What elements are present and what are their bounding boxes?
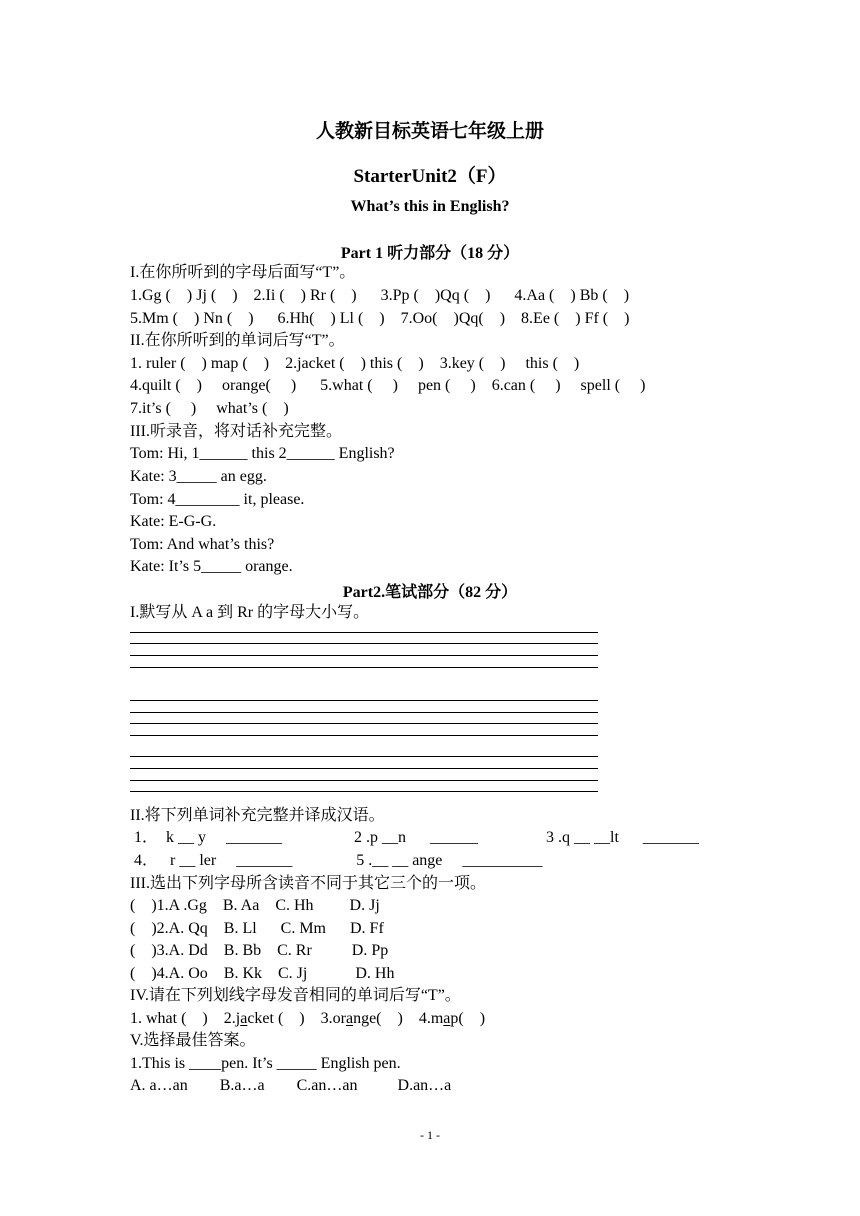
part1-line: Kate: 3_____ an egg. — [130, 468, 267, 485]
part2-line: V.选择最佳答案。 — [130, 1032, 256, 1049]
row-text: 1. what ( ) 2.j — [130, 1010, 241, 1027]
writing-line — [130, 791, 598, 792]
writing-line — [130, 735, 598, 736]
row-text: cket ( ) 3.or — [247, 1010, 346, 1027]
part1-line: Tom: And what’s this? — [130, 536, 275, 553]
unit-subtitle: StarterUnit2（F） — [353, 166, 507, 187]
part1-line: Kate: It’s 5_____ orange. — [130, 558, 293, 575]
writing-line — [130, 756, 598, 757]
part1-line: I.在你所听到的字母后面写“T”。 — [130, 264, 356, 281]
part1-line: Tom: Hi, 1______ this 2______ English? — [130, 445, 395, 462]
writing-line — [130, 655, 598, 656]
part2-line: ( )1.A .Gg B. Aa C. Hh D. Jj — [130, 897, 380, 914]
writing-line — [130, 700, 598, 701]
part2-line: 1． k __ y _______ 2 .p __n ______ 3 .q __ __lt _______ — [130, 829, 699, 846]
writing-line — [130, 712, 598, 713]
part2-line: A. a…an B.a…a C.an…an D.an…a — [130, 1077, 452, 1094]
part2-line: III.选出下列字母所含读音不同于其它三个的一项。 — [130, 875, 486, 892]
part1-line: II.在你所听到的单词后写“T”。 — [130, 332, 345, 349]
part2-line: 1.This is ____pen. It’s _____ English pen. — [130, 1055, 401, 1072]
writing-line — [130, 643, 598, 644]
part2-line: II.将下列单词补充完整并译成汉语。 — [130, 807, 385, 824]
writing-line — [130, 632, 598, 633]
part2-line: ( )3.A. Dd B. Bb C. Rr D. Pp — [130, 942, 389, 959]
underlined-letter: a — [345, 1010, 354, 1027]
lesson-heading: What’s this in English? — [350, 198, 510, 215]
part2-title: Part2.笔试部分（82 分） — [342, 584, 518, 601]
underlined-letter: a — [240, 1010, 248, 1027]
part1-line: 1.Gg ( ) Jj ( ) 2.Ii ( ) Rr ( ) 3.Pp ( )Qq ( ) 4.Aa ( ) Bb ( ) — [130, 287, 630, 304]
part1-line: 1. ruler ( ) map ( ) 2.jacket ( ) this ( ) 3.key ( ) this ( ) — [130, 355, 580, 372]
underlined-letter: a — [443, 1010, 451, 1027]
part1-line: Kate: E-G-G. — [130, 513, 217, 530]
part1-line: 5.Mm ( ) Nn ( ) 6.Hh( ) Ll ( ) 7.Oo( )Qq( ) 8.Ee ( ) Ff ( ) — [130, 310, 630, 327]
part2-line: 4． r __ ler _______ 5 .__ __ ange __________ — [130, 852, 543, 869]
part2-line: ( )2.A. Qq B. Ll C. Mm D. Ff — [130, 920, 384, 937]
page-number: - 1 - — [420, 1128, 440, 1142]
row-text: p( ) — [450, 1010, 486, 1027]
part2-section1: I.默写从 A a 到 Rr 的字母大小写。 — [130, 604, 370, 621]
part1-line: 7.it’s ( ) what’s ( ) — [130, 400, 289, 417]
writing-line — [130, 667, 598, 668]
part1-title: Part 1 听力部分（18 分） — [340, 245, 520, 262]
underline-question-row — [130, 1009, 485, 1029]
row-text: nge( ) 4.m — [353, 1010, 444, 1027]
part1-line: III.听录音，将对话补充完整。 — [130, 423, 342, 440]
part1-line: 4.quilt ( ) orange( ) 5.what ( ) pen ( ) 6.can ( ) spell ( ) — [130, 377, 646, 394]
writing-line — [130, 723, 598, 724]
part2-line: IV.请在下列划线字母发音相同的单词后写“T”。 — [130, 987, 461, 1004]
part1-line: Tom: 4________ it, please. — [130, 491, 305, 508]
document-title: 人教新目标英语七年级上册 — [315, 121, 544, 142]
writing-line — [130, 768, 598, 769]
writing-line — [130, 780, 598, 781]
part2-line: ( )4.A. Oo B. Kk C. Jj D. Hh — [130, 965, 395, 982]
